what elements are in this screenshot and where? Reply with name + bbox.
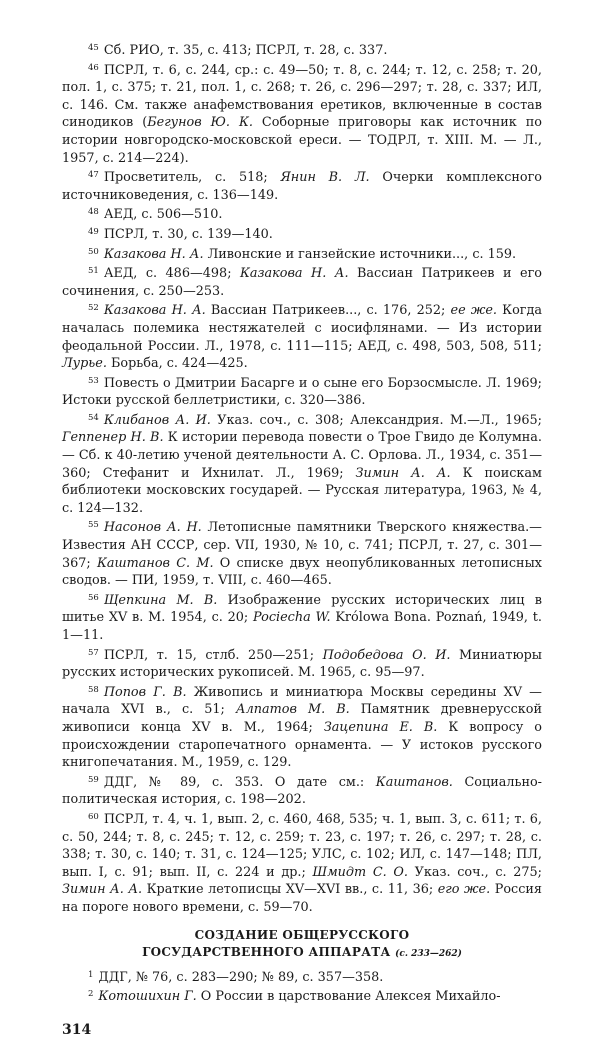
citation-text: Когда началась полемика нестяжателей с иосифлянами. — Из истории феодальной России. Л., 1978, с. 111—115; АЕД, с. 498, 503, 508, 511;	[62, 303, 543, 354]
citation-text: Повесть о Дмитрии Басарге и о сыне его Борзосмысле. Л. 1969; Истоки русской беллетристики, с. 320—386.	[62, 375, 542, 409]
author-name: Зимин А. А.	[62, 882, 143, 898]
author-name: Клибанов А. И.	[103, 412, 211, 428]
endnote	[62, 263, 542, 300]
endnote	[62, 590, 542, 645]
citation-text: Вассиан Патрикеев и его сочинения, с. 250—253.	[62, 266, 542, 299]
endnote-number: 58	[88, 684, 99, 695]
endnotes-list	[62, 40, 542, 917]
section-page-range: (с. 233—262)	[395, 948, 462, 959]
endnote	[62, 204, 542, 224]
section-title-line-1: СОЗДАНИЕ ОБЩЕРУССКОГО	[194, 927, 410, 942]
endnote	[62, 410, 542, 518]
citation-text: ДДГ, № 89, с. 353. О дате см.:	[103, 774, 376, 790]
endnote	[62, 300, 542, 372]
endnote-number: 56	[88, 592, 99, 603]
author-name: ее же.	[450, 303, 498, 319]
endnote-number: 45	[88, 43, 99, 53]
citation-text: Królowa Bona. Poznań, 1949, t. 1—11.	[62, 610, 543, 643]
author-name: Зимин А. А.	[355, 465, 451, 481]
endnote	[62, 40, 542, 60]
author-name: Казакова Н. А.	[240, 266, 349, 282]
page-number: 314	[62, 1021, 92, 1038]
author-name: Подобедова О. И.	[322, 647, 451, 663]
citation-text: Изображение русских исторических лиц в шитье XV в. М. 1954, с. 20;	[62, 592, 542, 626]
endnote-number: 49	[88, 226, 99, 237]
section-title-text: ГОСУДАРСТВЕННОГО АППАРАТА	[142, 944, 391, 959]
citation-text: Миниатюры русских исторических рукописей. М. 1965, с. 95—97.	[62, 647, 542, 681]
citation-text: К истории перевода повести о Трое Гвидо де Колумна. — Сб. к 40-летию ученой деятельности А. С. Орлова. Л., 1934, с. 351—360; Стефанит и Ихнилат. Л., 1969;	[62, 430, 542, 481]
author-name: Бегунов Ю. К.	[147, 115, 253, 131]
endnote-number: 57	[88, 647, 99, 658]
endnote-number: 47	[88, 170, 99, 181]
endnote-number: 51	[88, 266, 99, 277]
author-name: Щепкина М. В.	[103, 592, 218, 608]
author-name: Шмидт С. О.	[312, 864, 408, 880]
endnote	[62, 373, 542, 410]
author-name: Казакова Н. А.	[103, 246, 204, 262]
citation-text: Социально-политическая история, с. 198—202.	[62, 774, 543, 808]
citation-text: Вассиан Патрикеев..., с. 176, 252;	[205, 303, 451, 319]
citation-text: К поискам библиотеки московских государей. — Русская литература, 1963, № 4, с. 124—132.	[62, 465, 542, 516]
author-name: Каштанов С. М.	[97, 555, 214, 571]
endnote-number: 52	[88, 303, 99, 314]
section-title-line-2	[62, 944, 542, 963]
endnote-number: 2	[88, 989, 94, 1000]
author-name: его же.	[437, 882, 491, 898]
citation-text: Сб. РИО, т. 35, с. 413; ПСРЛ, т. 28, с. 337.	[103, 43, 388, 58]
endnote	[62, 517, 542, 589]
citation-text: АЕД, с. 486—498;	[103, 266, 240, 282]
author-name: Казакова Н. А.	[103, 303, 206, 319]
citation-text: ПСРЛ, т. 15, стлб. 250—251;	[103, 647, 323, 663]
author-name: Попов Г. В.	[103, 684, 187, 700]
endnote	[62, 809, 542, 917]
author-name: Pociecha W.	[253, 610, 331, 626]
citation-text: Соборные приговоры как источник по истории новгородско-московской ереси. — ТОДРЛ, т. XIII. М. — Л., 1957, с. 214—224).	[62, 115, 542, 166]
endnote	[62, 967, 542, 987]
endnote-number: 46	[88, 62, 99, 73]
author-name: Котошихин Г.	[98, 989, 197, 1005]
citation-text: Указ. соч., с. 308; Александрия. М.—Л., 1965;	[210, 412, 542, 428]
author-name: Лурье.	[62, 356, 107, 372]
author-name: Каштанов.	[375, 774, 453, 790]
citation-text: Памятник древнерусской живописи конца XV в. М., 1964;	[62, 702, 542, 735]
author-name: Алпатов М. В.	[235, 702, 350, 718]
citation-text: Просветитель, с. 518;	[103, 170, 281, 186]
citation-text: Живопись и миниатюра Москвы середины XV — начала XVI в., с. 51;	[62, 684, 542, 718]
section-endnotes-list	[62, 967, 542, 1006]
citation-text: ПСРЛ, т. 4, ч. 1, вып. 2, с. 460, 468, 535; ч. 1, вып. 3, с. 611; т. 6, с. 50, 244; т. 8, с. 245; т. 12, с. 259; т. 23, с. 197; т. 26, с. 297; т. 28, с. 338; т. 30, с. 140; т. 31, с. 124—125; УЛС, с. 102; ИЛ, с. 147—148; ПЛ, вып. I, с. 91; вып. II, с. 224 и др.;	[62, 811, 542, 880]
endnote	[62, 60, 542, 168]
citation-text: К вопросу о происхождении старопечатного орнамента. — У истоков русского книгопечатания. М., 1959, с. 129.	[62, 719, 543, 771]
citation-text: Ливонские и ганзейские источники..., с. 159.	[203, 246, 517, 262]
endnote	[62, 224, 542, 244]
citation-text: О списке двух неопубликованных летописных сводов. — ПИ, 1959, т. VIII, с. 460—465.	[62, 555, 542, 589]
citation-text: Борьба, с. 424—425.	[106, 356, 248, 372]
endnote	[62, 772, 542, 809]
endnote-number: 60	[88, 811, 99, 822]
endnote-number: 1	[88, 969, 94, 980]
author-name: Насонов А. Н.	[103, 520, 202, 536]
endnote-number: 53	[88, 375, 99, 386]
citation-text: О России в царствование Алексея Михайло-	[196, 989, 501, 1005]
citation-text: Указ. соч., с. 275;	[407, 864, 542, 880]
section-heading	[62, 927, 542, 963]
citation-text: Очерки комплексного источниковедения, с. 136—149.	[62, 170, 543, 203]
citation-text: ПСРЛ, т. 30, с. 139—140.	[103, 226, 273, 242]
endnote	[62, 645, 542, 682]
citation-text: ПСРЛ, т. 6, с. 244, ср.: с. 49—50; т. 8, с. 244; т. 12, с. 258; т. 20, пол. 1, с. 375; т. 21, пол. 1, с. 268; т. 26, с. 296—297; т. 28, с. 337; ИЛ, с. 146. См. также анафемствования еретиков, включенные в состав синодиков (	[62, 62, 542, 131]
endnote	[62, 682, 542, 772]
endnote-number: 50	[88, 246, 99, 257]
author-name: Зацепина Е. В.	[323, 719, 438, 735]
citation-text: АЕД, с. 506—510.	[103, 207, 223, 223]
citation-text: Краткие летописцы XV—XVI вв., с. 11, 36;	[142, 882, 438, 898]
endnote	[62, 986, 542, 1006]
citation-text: ДДГ, № 76, с. 283—290; № 89, с. 357—358.	[98, 969, 384, 985]
author-name: Янин В. Л.	[280, 170, 370, 186]
author-name: Геппенер Н. В.	[62, 430, 164, 446]
endnote-number: 48	[88, 207, 99, 218]
endnote-number: 55	[88, 520, 99, 531]
endnote-number: 59	[88, 774, 99, 785]
citation-text: Летописные памятники Тверского княжества.— Известия АН СССР, сер. VII, 1930, № 10, с. 741; ПСРЛ, т. 27, с. 301—367;	[62, 520, 542, 571]
endnote-number: 54	[88, 412, 99, 423]
citation-text: Россия на пороге нового времени, с. 59—70.	[62, 882, 542, 915]
endnote	[62, 244, 542, 264]
endnote	[62, 167, 542, 204]
